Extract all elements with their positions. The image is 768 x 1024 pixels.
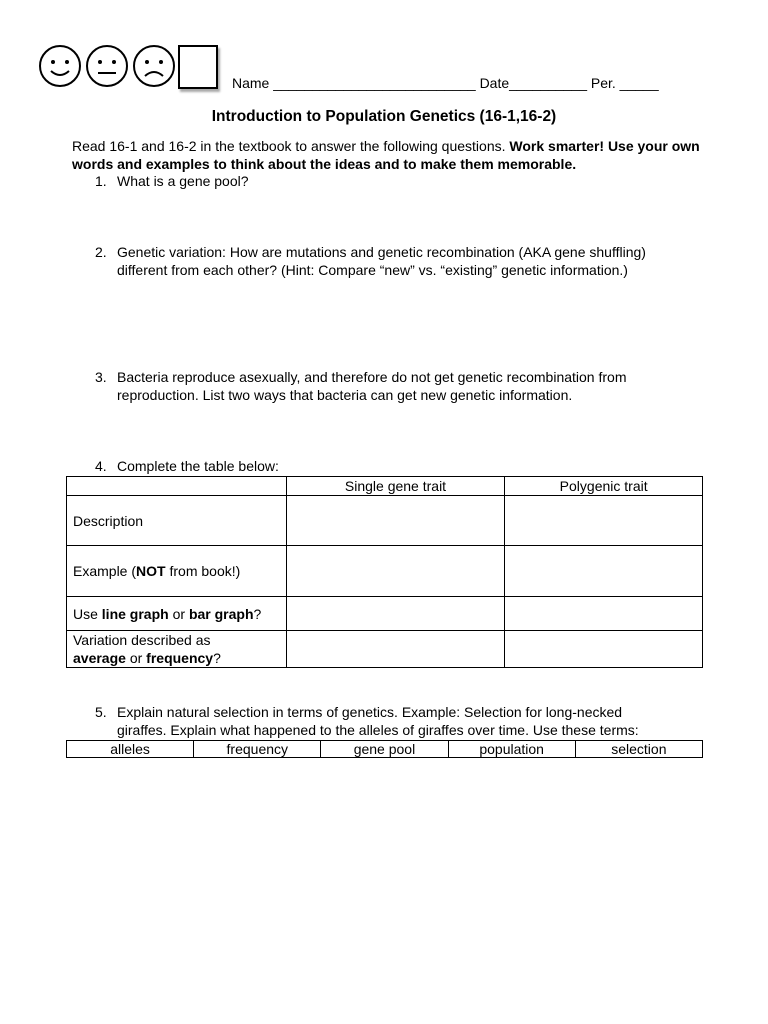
intro-bold: Work smarter! Use your own words and examples to think about the ideas and to make them memorable. — [72, 138, 700, 172]
answer-cell[interactable] — [286, 597, 505, 631]
terms-table — [66, 740, 703, 758]
table-row — [67, 631, 703, 668]
question-number: 3. — [95, 369, 107, 385]
table-row — [67, 546, 703, 597]
question-5 — [95, 704, 715, 740]
row-label-description: Description — [67, 496, 287, 546]
frown-face-icon[interactable] — [132, 44, 176, 88]
question-3 — [95, 369, 715, 405]
question-text-line-2: different from each other? (Hint: Compare “new” vs. “existing” genetic information.) — [117, 261, 628, 278]
question-number: 5. — [95, 704, 107, 720]
term-cell: population — [448, 741, 575, 758]
header-polygenic: Polygenic trait — [505, 477, 703, 496]
row-label-variation — [67, 631, 287, 668]
term-cell: gene pool — [321, 741, 448, 758]
question-text-line-1: Explain natural selection in terms of genetics. Example: Selection for long-necked — [117, 704, 623, 720]
label-text: ? — [253, 605, 262, 622]
label-text: ? — [213, 650, 221, 666]
question-text: What is a gene pool? — [117, 173, 249, 189]
question-4 — [95, 458, 715, 476]
row-label-graph — [67, 597, 287, 631]
question-text-line-2: reproduction. List two ways that bacteria can get new genetic information. — [117, 386, 573, 403]
question-text-line-2: giraffes. Explain what happened to the alleles of giraffes over time. Use these terms: — [117, 721, 639, 738]
answer-cell[interactable] — [505, 631, 703, 668]
table-row — [67, 597, 703, 631]
term-cell: alleles — [67, 741, 194, 758]
traits-table — [66, 476, 703, 668]
question-number: 2. — [95, 244, 107, 260]
label-text: Example ( — [73, 563, 137, 579]
label-bold: frequency — [146, 650, 214, 666]
intro-plain: Read 16-1 and 16-2 in the textbook to answer the following questions. — [72, 138, 510, 154]
question-text: Complete the table below: — [117, 458, 279, 474]
name-date-period-line[interactable]: Name __________________________ Date__________ Per. _____ — [232, 75, 659, 91]
table-header-row — [67, 477, 703, 496]
terms-row — [67, 741, 703, 758]
label-bold: bar graph — [188, 605, 254, 622]
label-text: or — [125, 650, 147, 666]
question-text-line-1: Genetic variation: How are mutations and genetic recombination (AKA gene shuffling) — [117, 244, 646, 260]
answer-cell[interactable] — [505, 496, 703, 546]
table-corner-cell — [67, 477, 287, 496]
table-row — [67, 496, 703, 546]
label-text: Use — [73, 605, 102, 622]
intro-text — [72, 137, 712, 173]
neutral-face-icon[interactable] — [85, 44, 129, 88]
question-2 — [95, 244, 715, 280]
label-text: from book!) — [165, 563, 241, 579]
answer-cell[interactable] — [505, 546, 703, 597]
answer-cell[interactable] — [505, 597, 703, 631]
row-label-example — [67, 546, 287, 597]
label-text: or — [168, 605, 189, 622]
smile-face-icon[interactable] — [38, 44, 82, 88]
header-single-gene: Single gene trait — [286, 477, 505, 496]
label-text: Variation described as — [73, 632, 211, 648]
question-number: 1. — [95, 173, 107, 189]
blank-assessment-box[interactable] — [178, 45, 218, 89]
term-cell: selection — [575, 741, 702, 758]
label-bold: NOT — [136, 563, 166, 579]
question-number: 4. — [95, 458, 107, 474]
answer-cell[interactable] — [286, 546, 505, 597]
term-cell: frequency — [194, 741, 321, 758]
question-text-line-1: Bacteria reproduce asexually, and therefore do not get genetic recombination from — [117, 369, 627, 385]
page-title: Introduction to Population Genetics (16-1,16-2) — [211, 108, 557, 125]
label-bold: line graph — [101, 605, 169, 622]
label-bold: average — [73, 650, 126, 666]
question-1 — [95, 173, 715, 191]
answer-cell[interactable] — [286, 631, 505, 668]
answer-cell[interactable] — [286, 496, 505, 546]
